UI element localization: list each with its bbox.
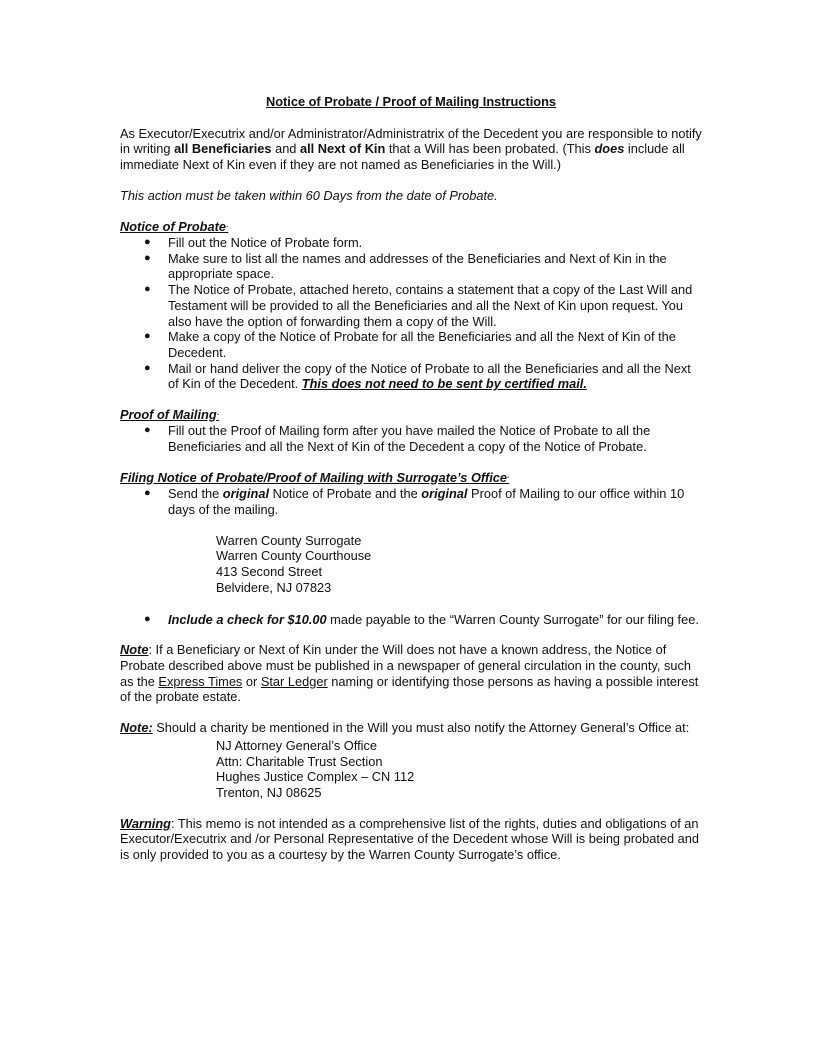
bullet-icon: ● xyxy=(144,424,151,437)
charity-note: Note: Should a charity be mentioned in the Will you must also notify the Attorney General’s Office at: xyxy=(120,720,690,736)
bullet-icon: ● xyxy=(144,283,151,296)
list-item: ● Fill out the Notice of Probate form. xyxy=(144,234,363,250)
document-page xyxy=(120,94,702,863)
surrogate-address: Warren County Surrogate Warren County Courthouse 413 Second Street Belvidere, NJ 07823 xyxy=(216,532,372,595)
warning-paragraph: Warning: This memo is not intended as a comprehensive list of the rights, duties and obligations of an Executor/Executrix and /or Personal Representative of the Decedent whose Will is being probated and is only provided to you as a courtesy by the Warren County Surrogate’s office. xyxy=(120,815,700,863)
document-title: Notice of Probate / Proof of Mailing Instructions xyxy=(265,94,557,109)
bullet-icon: ● xyxy=(144,235,151,248)
colon-mark: : xyxy=(148,642,152,658)
bullet-icon: ● xyxy=(144,487,151,500)
bullet-icon: ● xyxy=(144,361,151,374)
deadline-text: This action must be taken within 60 Days from the date of Probate. xyxy=(120,187,498,203)
list-item: ● Make sure to list all the names and addresses of the Beneficiaries and Next of Kin in the appropriate space. xyxy=(144,250,667,282)
list-item: ● Mail or hand deliver the copy of the Notice of Probate to all the Beneficiaries and all the Next of Kin of the Decedent. This does not need to be sent by certified mail. xyxy=(144,360,691,392)
list-item: ● The Notice of Probate, attached hereto, contains a statement that a copy of the Last Will and Testament will be provided to all the Beneficiaries and all the Next of Kin upon request. You also have the option of forwarding them a copy of the Will. xyxy=(144,282,693,329)
colon-mark: : xyxy=(170,815,175,831)
proof-list xyxy=(120,423,702,454)
bullet-icon: ● xyxy=(144,330,151,343)
list-item: ● Include a check for $10.00 made payable to the “Warren County Surrogate” for our filing fee. xyxy=(144,611,699,627)
certified-mail-note: This does not need to be sent by certified mail. xyxy=(301,376,587,392)
list-item: ● Fill out the Proof of Mailing form after you have mailed the Notice of Probate to all the Beneficiaries and all the Next of Kin of the Decedent a copy of the Notice of Probate. xyxy=(144,423,651,455)
notice-heading: Notice of Probate· xyxy=(120,218,229,234)
publication-note: Note: If a Beneficiary or Next of Kin under the Will does not have a known address, the Notice of Probate described above must be published in a newspaper of general circulation in the county, such as the Express Times or Star Ledger naming or identifying those persons as having a possible interest of the probate estate. xyxy=(120,642,699,705)
colon-mark: · xyxy=(216,411,220,419)
bullet-icon: ● xyxy=(144,251,151,264)
list-item: ● Make a copy of the Notice of Probate for all the Beneficiaries and all the Next of Kin of the Decedent. xyxy=(144,329,676,360)
colon-mark: · xyxy=(225,223,229,231)
fee-list xyxy=(120,612,702,628)
intro-paragraph: As Executor/Executrix and/or Administrator/Administratrix of the Decedent you are responsible to notify in writing all Beneficiaries and all Next of Kin that a Will has been probated. (This does include all immediate Next of Kin even if they are not named as Beneficiaries in the Will.) xyxy=(120,125,702,173)
list-item: ● Send the original Notice of Probate and the original Proof of Mailing to our office within 10 days of the mailing. xyxy=(144,486,685,518)
filing-heading: Filing Notice of Probate/Proof of Mailing with Surrogate’s Office· xyxy=(120,469,510,485)
proof-heading: Proof of Mailing· xyxy=(120,407,220,423)
notice-list xyxy=(120,235,702,392)
filing-list xyxy=(120,486,702,517)
attorney-general-address: NJ Attorney General’s Office Attn: Charitable Trust Section Hughes Justice Complex – CN 112 Trenton, NJ 08625 xyxy=(216,737,415,800)
bullet-icon: ● xyxy=(144,612,151,625)
colon-mark: · xyxy=(507,474,510,482)
